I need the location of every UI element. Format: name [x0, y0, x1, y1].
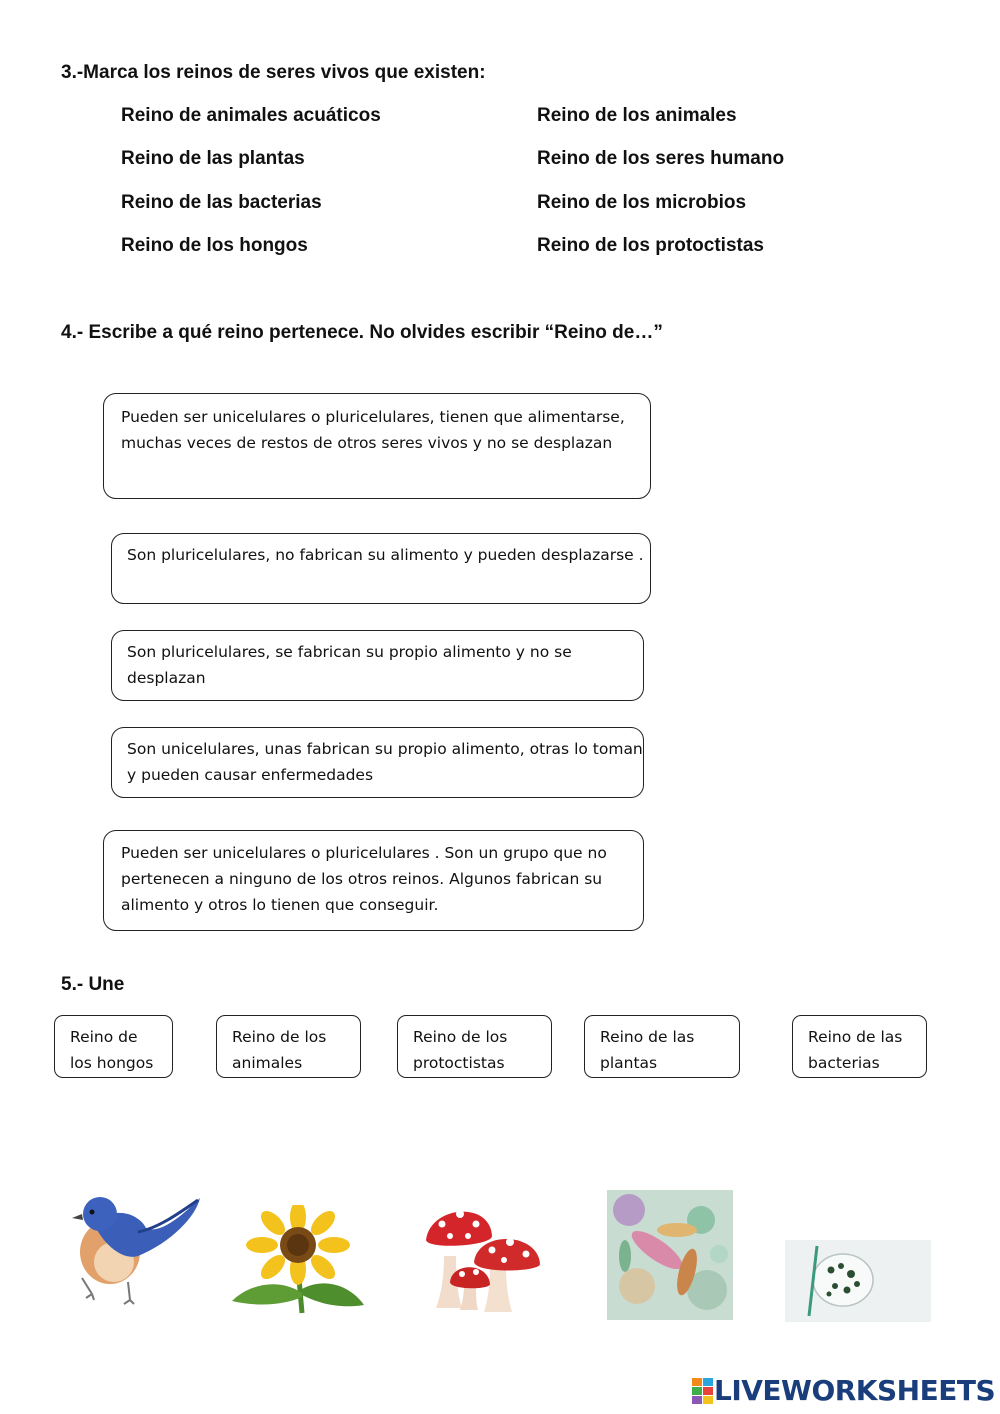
q3-title: 3.-Marca los reinos de seres vivos que existen:: [61, 62, 486, 83]
option-hongos[interactable]: Reino de los hongos: [121, 235, 308, 256]
description-box-2[interactable]: [111, 533, 651, 604]
option-plantas[interactable]: Reino de las plantas: [121, 148, 305, 169]
description-line: pertenecen a ninguno de los otros reinos. Algunos fabrican su: [121, 870, 603, 888]
bird-image[interactable]: [68, 1190, 208, 1310]
description-box-1[interactable]: [103, 393, 651, 499]
option-bacterias[interactable]: Reino de las bacterias: [121, 192, 322, 213]
description-line: y pueden causar enfermedades: [127, 766, 374, 784]
match-label-plantas[interactable]: [584, 1015, 740, 1078]
match-label-bacterias[interactable]: [792, 1015, 927, 1078]
match-label-line: Reino de los: [413, 1028, 508, 1046]
option-microbios[interactable]: Reino de los microbios: [537, 192, 747, 213]
mushroom-image[interactable]: [420, 1200, 545, 1318]
match-label-hongos[interactable]: [54, 1015, 173, 1078]
match-label-line: Reino de los: [232, 1028, 327, 1046]
description-line: alimento y otros lo tienen que conseguir.: [121, 896, 439, 914]
description-line: desplazan: [127, 669, 206, 687]
option-animales-acuaticos[interactable]: Reino de animales acuáticos: [121, 105, 381, 126]
match-label-animales[interactable]: [216, 1015, 361, 1078]
match-label-line: animales: [232, 1054, 303, 1072]
option-protoctistas[interactable]: Reino de los protoctistas: [537, 235, 764, 256]
description-line: Son pluricelulares, no fabrican su alimento y pueden desplazarse .: [127, 546, 644, 564]
description-box-4[interactable]: [111, 727, 644, 798]
match-label-line: Reino de: [70, 1028, 138, 1046]
description-line: Son unicelulares, unas fabrican su propio alimento, otras lo toman: [127, 740, 643, 758]
q4-title: 4.- Escribe a qué reino pertenece. No olvides escribir “Reino de…”: [61, 322, 663, 343]
liveworksheets-icon: [692, 1378, 714, 1404]
match-label-line: los hongos: [70, 1054, 154, 1072]
description-box-5[interactable]: [103, 830, 644, 931]
option-animales[interactable]: Reino de los animales: [537, 105, 737, 126]
match-label-line: plantas: [600, 1054, 658, 1072]
description-box-3[interactable]: [111, 630, 644, 701]
brand-name: LIVEWORKSHEETS: [714, 1374, 996, 1407]
microbes-image[interactable]: [607, 1190, 733, 1320]
match-label-line: bacterias: [808, 1054, 880, 1072]
option-seres-humano[interactable]: Reino de los seres humano: [537, 148, 785, 169]
brand-logo: [692, 1374, 995, 1407]
match-label-line: protoctistas: [413, 1054, 505, 1072]
cell-sample-image[interactable]: [785, 1240, 931, 1322]
match-label-line: Reino de las: [808, 1028, 903, 1046]
q5-title: 5.- Une: [61, 974, 125, 995]
description-line: Son pluricelulares, se fabrican su propio alimento y no se: [127, 643, 572, 661]
description-line: muchas veces de restos de otros seres vivos y no se desplazan: [121, 434, 613, 452]
match-label-protoctistas[interactable]: [397, 1015, 552, 1078]
match-label-line: Reino de las: [600, 1028, 695, 1046]
description-line: Pueden ser unicelulares o pluricelulares, tienen que alimentarse,: [121, 408, 625, 426]
description-line: Pueden ser unicelulares o pluricelulares . Son un grupo que no: [121, 844, 607, 862]
sunflower-image[interactable]: [228, 1205, 368, 1315]
